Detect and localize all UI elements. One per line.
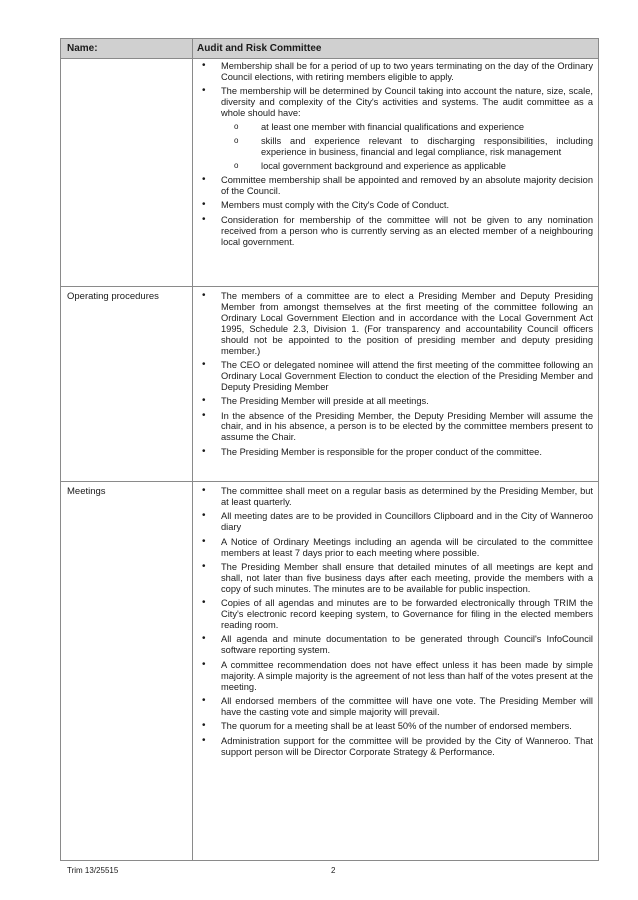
list-item: • All meeting dates are to be provided in Councillors Clipboard and in the City of Wanneroo diary (221, 511, 593, 533)
sub-list-item: o at least one member with financial qualifications and experience (221, 122, 593, 133)
list-item: • The Presiding Member will preside at all meetings. (221, 396, 593, 407)
row-divider-meetings (61, 481, 598, 482)
list-item: • Membership shall be for a period of up to two years terminating on the day of the Ordinary Council elections, with retiring members eligible to apply. (221, 61, 593, 83)
membership-sublist (221, 122, 593, 172)
operating-procedures-list (221, 291, 593, 461)
list-item: • Copies of all agendas and minutes are to be forwarded electronically through TRIM the City's electronic record keeping system, to Governance for filing in the elected members reading room. (221, 598, 593, 631)
trim-reference: Trim 13/25515 (67, 866, 119, 875)
table-header-row (61, 39, 598, 59)
page-number: 2 (331, 866, 336, 875)
meetings-label: Meetings (67, 486, 106, 497)
sub-list-item: o local government background and experience as applicable (221, 161, 593, 172)
list-item: • The Presiding Member is responsible for the proper conduct of the committee. (221, 447, 593, 458)
name-header-label: Name: (67, 43, 98, 54)
terms-of-reference-table (60, 38, 599, 861)
list-item: • All agenda and minute documentation to be generated through Council's InfoCouncil software reporting system. (221, 634, 593, 656)
list-item: • A Notice of Ordinary Meetings including an agenda will be circulated to the committee members at least 7 days prior to each meeting where possible. (221, 537, 593, 559)
list-item: • All endorsed members of the committee will have one vote. The Presiding Member will have the casting vote and simple majority will prevail. (221, 696, 593, 718)
list-item: • A committee recommendation does not have effect unless it has been made by simple majority. A simple majority is the agreement of not less than half of the votes present at the meeting. (221, 660, 593, 693)
list-item: • Consideration for membership of the committee will not be given to any nomination received from a person who is currently serving as an elected member of a neighbouring local government. (221, 215, 593, 248)
sub-list-item: o skills and experience relevant to discharging responsibilities, including experience in business, financial and legal compliance, risk management (221, 136, 593, 158)
list-item: • The Presiding Member shall ensure that detailed minutes of all meetings are kept and shall, not later than five business days after each meeting, provide the members with a copy of such minutes. The minutes are to be available for public inspection. (221, 562, 593, 595)
operating-procedures-label: Operating procedures (67, 291, 159, 302)
membership-list (221, 61, 593, 251)
list-item: • The quorum for a meeting shall be at least 50% of the number of endorsed members. (221, 721, 593, 732)
row-divider-operating (61, 286, 598, 287)
list-item: • The committee shall meet on a regular basis as determined by the Presiding Member, but at least quarterly. (221, 486, 593, 508)
list-item: • Members must comply with the City's Code of Conduct. (221, 200, 593, 211)
list-item: • The CEO or delegated nominee will attend the first meeting of the committee following an Ordinary Local Government Election to conduct the election of the Presiding Member and Deputy Presiding Member (221, 360, 593, 393)
list-item: • Committee membership shall be appointed and removed by an absolute majority decision of the Council. (221, 175, 593, 197)
list-item: • In the absence of the Presiding Member, the Deputy Presiding Member will assume the chair, and in his absence, a person is to be elected by the committee members present to assume the Chair. (221, 411, 593, 444)
list-item: • Administration support for the committee will be provided by the City of Wanneroo. That support person will be Director Corporate Strategy & Performance. (221, 736, 593, 758)
list-item-text: The membership will be determined by Council taking into account the nature, size, scale, diversity and complexity of the City's activities and systems. The audit committee as a whole should have: (221, 86, 593, 119)
list-item (221, 86, 593, 171)
list-item: • The members of a committee are to elect a Presiding Member and Deputy Presiding Member from amongst themselves at the first meeting of the committee following an Ordinary Local Government Election and in accordance with the Local Government Act 1995, Schedule 2.3, Division 1. (For transparency and accountability Council officers should not be appointed to the position of presiding member and deputy presiding member.) (221, 291, 593, 356)
committee-name: Audit and Risk Committee (197, 43, 322, 54)
column-divider (192, 39, 193, 860)
meetings-list (221, 486, 593, 761)
